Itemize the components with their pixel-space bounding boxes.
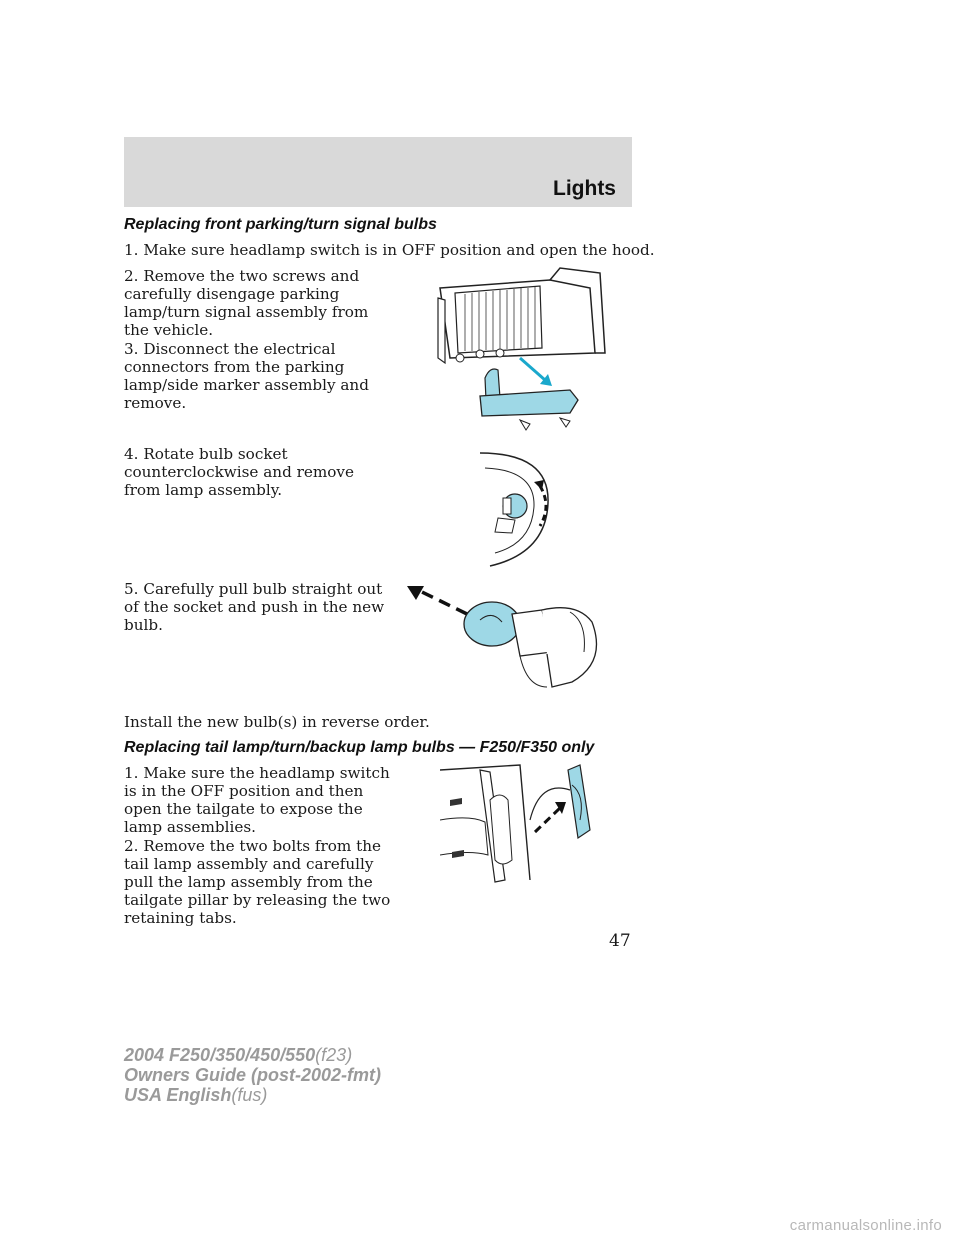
footer-guide: Owners Guide (post-2002-fmt) — [124, 1065, 382, 1085]
step-text: 1. Make sure headlamp switch is in OFF position and open the hood. — [124, 241, 655, 259]
page-number: 47 — [609, 931, 631, 951]
bulb-socket-rotation-illustration — [470, 448, 570, 573]
step-text: 2. Remove the two screws and carefully disengage parking lamp/turn signal assembly from the vehicle. — [124, 267, 369, 339]
footer-model: 2004 F250/350/450/550 — [124, 1045, 316, 1065]
step-text: 4. Rotate bulb socket counterclockwise and remove from lamp assembly. — [124, 445, 354, 499]
bulb-removal-illustration — [402, 582, 617, 697]
section-heading-tail: Replacing tail lamp/turn/backup lamp bulbs — F250/F350 only — [124, 739, 595, 756]
parking-lamp-assembly-illustration — [420, 258, 610, 438]
document-footer — [124, 1045, 381, 1105]
section-header-band — [124, 137, 632, 207]
watermark: carmanualsonline.info — [789, 1217, 942, 1234]
step-text: 3. Disconnect the electrical connectors from the parking lamp/side marker assembly and remove. — [124, 340, 369, 412]
section-title: Lights — [553, 177, 616, 200]
step-text: 1. Make sure the headlamp switch is in the OFF position and then open the tailgate to expose the lamp assemblies. — [124, 764, 390, 836]
footer-language-code: (fus) — [231, 1085, 268, 1105]
footer-language: USA English — [124, 1085, 232, 1105]
section-heading-front: Replacing front parking/turn signal bulbs — [124, 216, 437, 233]
step-text: 5. Carefully pull bulb straight out of the socket and push in the new bulb. — [124, 580, 385, 634]
step-text: 2. Remove the two bolts from the tail lamp assembly and carefully pull the lamp assembly from the tailgate pillar by releasing the two retaining tabs. — [124, 837, 391, 927]
step-text: Install the new bulb(s) in reverse order. — [124, 713, 430, 731]
footer-model-code: (f23) — [315, 1045, 353, 1065]
tail-lamp-assembly-illustration — [440, 760, 620, 890]
